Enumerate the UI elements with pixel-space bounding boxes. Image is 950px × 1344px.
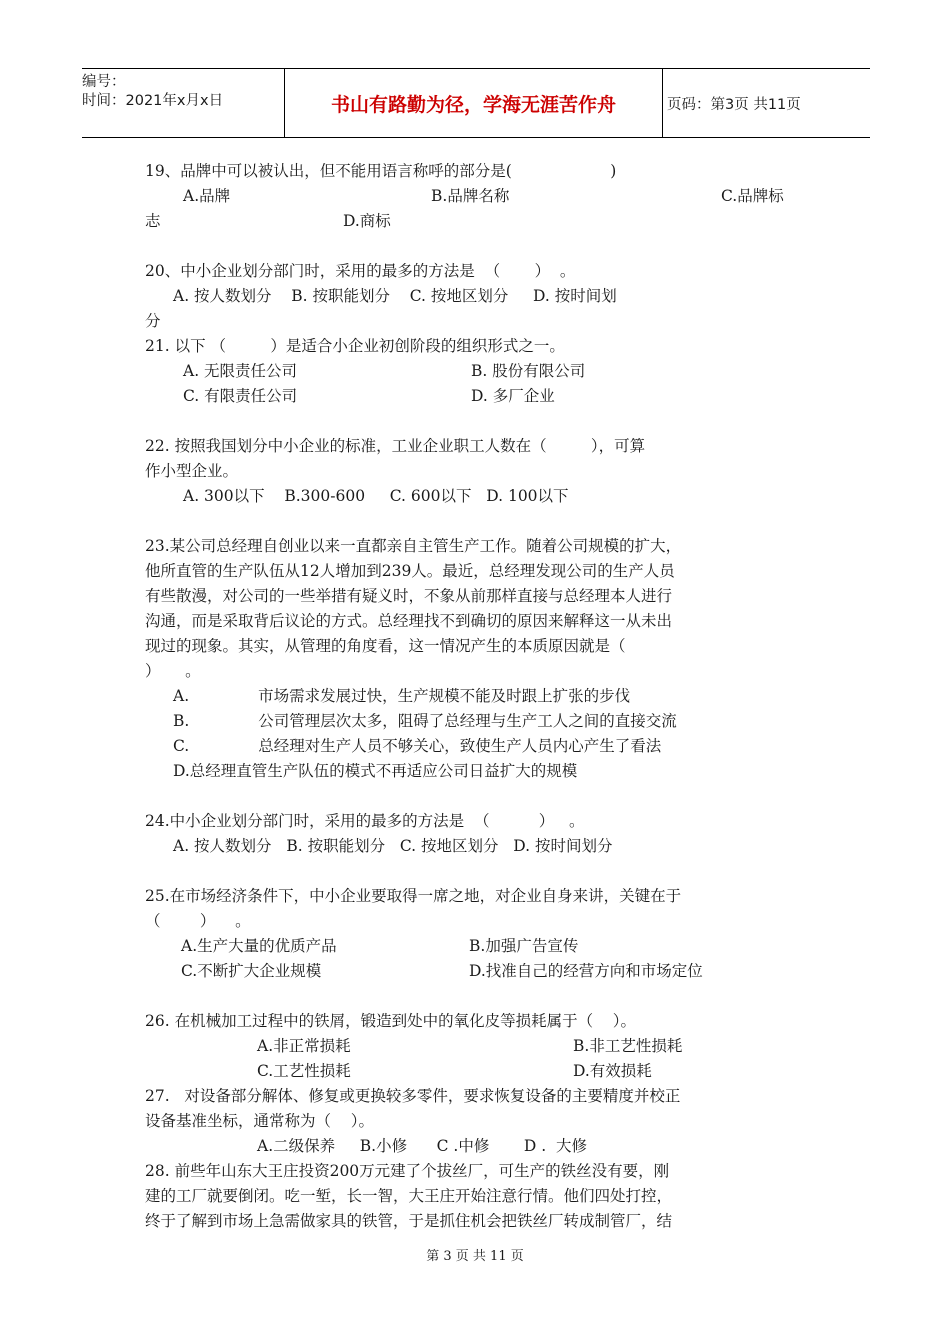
question-20: 20、中小企业划分部门时，采用的最多的方法是 （ ） 。 bbox=[145, 262, 576, 280]
option-25-c: C.不断扩大企业规模 bbox=[181, 962, 322, 980]
question-23-line-5: 现过的现象。其实，从管理的角度看，这一情况产生的本质原因就是（ bbox=[145, 637, 626, 655]
option-21-d: D. 多厂企业 bbox=[471, 387, 555, 405]
option-19-d: D.商标 bbox=[343, 212, 391, 230]
header-info-cell bbox=[82, 69, 282, 141]
question-23-line-2: 他所直管的生产队伍从12人增加到239人。最近，总经理发现公司的生产人员 bbox=[145, 562, 675, 580]
option-25-b: B.加强广告宣传 bbox=[469, 937, 579, 955]
header-motto: 书山有路勤为径，学海无涯苦作舟 bbox=[284, 69, 663, 137]
options-24: A. 按人数划分 B. 按职能划分 C. 按地区划分 D. 按时间划分 bbox=[173, 837, 613, 855]
option-26-d: D.有效损耗 bbox=[573, 1062, 652, 1080]
option-19-b: B.品牌名称 bbox=[431, 187, 510, 205]
question-23-line-4: 沟通，而是采取背后议论的方式。总经理找不到确切的原因来解释这一从未出 bbox=[145, 612, 673, 630]
option-25-a: A.生产大量的优质产品 bbox=[181, 937, 337, 955]
option-21-c: C. 有限责任公司 bbox=[183, 387, 298, 405]
page-footer: 第 3 页 共 11 页 bbox=[426, 1249, 524, 1264]
question-23-line-1: 23.某公司总经理自创业以来一直都亲自主管生产工作。随着公司规模的扩大， bbox=[145, 537, 682, 555]
option-26-c: C.工艺性损耗 bbox=[257, 1062, 351, 1080]
option-23-c: C. 总经理对生产人员不够关心，致使生产人员内心产生了看法 bbox=[173, 737, 662, 755]
option-23-b: B. 公司管理层次太多，阻碍了总经理与生产工人之间的直接交流 bbox=[173, 712, 677, 730]
question-25-line-1: 25.在市场经济条件下，中小企业要取得一席之地，对企业自身来讲，关键在于 bbox=[145, 887, 682, 905]
option-26-b: B.非工艺性损耗 bbox=[573, 1037, 683, 1055]
option-19-c: C.品牌标 bbox=[721, 187, 784, 205]
option-23-d: D.总经理直管生产队伍的模式不再适应公司日益扩大的规模 bbox=[173, 762, 578, 780]
question-28-line-1: 28. 前些年山东大王庄投资200万元建了个拔丝厂，可生产的铁丝没有要，刚 bbox=[145, 1162, 670, 1180]
options-22: A. 300以下 B.300-600 C. 600以下 D. 100以下 bbox=[183, 487, 569, 505]
question-28-line-3: 终于了解到市场上急需做家具的铁管，于是抓住机会把铁丝厂转成制管厂，结 bbox=[145, 1212, 673, 1230]
options-27: A.二级保养 B.小修 C .中修 D . 大修 bbox=[257, 1137, 587, 1155]
header-page-number: 页码：第3页 共11页 bbox=[667, 96, 801, 113]
question-27-line-2: 设备基准坐标，通常称为（ ）。 bbox=[145, 1112, 374, 1130]
question-19: 19、品牌中可以被认出，但不能用语言称呼的部分是( ) bbox=[145, 162, 617, 180]
date-label: 时间：2021年x月x日 bbox=[82, 93, 224, 109]
option-21-a: A. 无限责任公司 bbox=[183, 362, 298, 380]
serial-number-label: 编号： bbox=[82, 74, 126, 90]
option-23-a: A. 市场需求发展过快，生产规模不能及时跟上扩张的步伐 bbox=[173, 687, 631, 705]
question-23-line-6: ） 。 bbox=[145, 662, 201, 680]
question-28-line-2: 建的工厂就要倒闭。吃一堑，长一智，大王庄开始注意行情。他们四处打控， bbox=[145, 1187, 673, 1205]
option-26-a: A.非正常损耗 bbox=[257, 1037, 351, 1055]
question-24: 24.中小企业划分部门时，采用的最多的方法是 （ ） 。 bbox=[145, 812, 585, 830]
question-22: 22. 按照我国划分中小企业的标准，工业企业职工人数在（ ），可算 bbox=[145, 437, 646, 455]
question-26: 26. 在机械加工过程中的铁屑，锻造到处中的氧化皮等损耗属于（ ）。 bbox=[145, 1012, 637, 1030]
question-21: 21. 以下 （ ）是适合小企业初创阶段的组织形式之一。 bbox=[145, 337, 565, 355]
option-19-a: A.品牌 bbox=[183, 187, 231, 205]
option-21-b: B. 股份有限公司 bbox=[471, 362, 586, 380]
question-list bbox=[145, 159, 810, 1234]
page-header bbox=[82, 68, 870, 138]
options-20-cont: 分 bbox=[145, 312, 161, 330]
option-19-c-cont: 志 bbox=[145, 212, 161, 230]
question-27-line-1: 27. 对设备部分解体、修复或更换较多零件，要求恢复设备的主要精度并校正 bbox=[145, 1087, 681, 1105]
question-25-line-2: （ ） 。 bbox=[145, 912, 251, 930]
options-20: A. 按人数划分 B. 按职能划分 C. 按地区划分 D. 按时间划 bbox=[173, 287, 617, 305]
question-23-line-3: 有些散漫，对公司的一些举措有疑义时，不象从前那样直接与总经理本人进行 bbox=[145, 587, 673, 605]
option-25-d: D.找准自己的经营方向和市场定位 bbox=[469, 962, 703, 980]
question-22-cont: 作小型企业。 bbox=[145, 462, 239, 480]
